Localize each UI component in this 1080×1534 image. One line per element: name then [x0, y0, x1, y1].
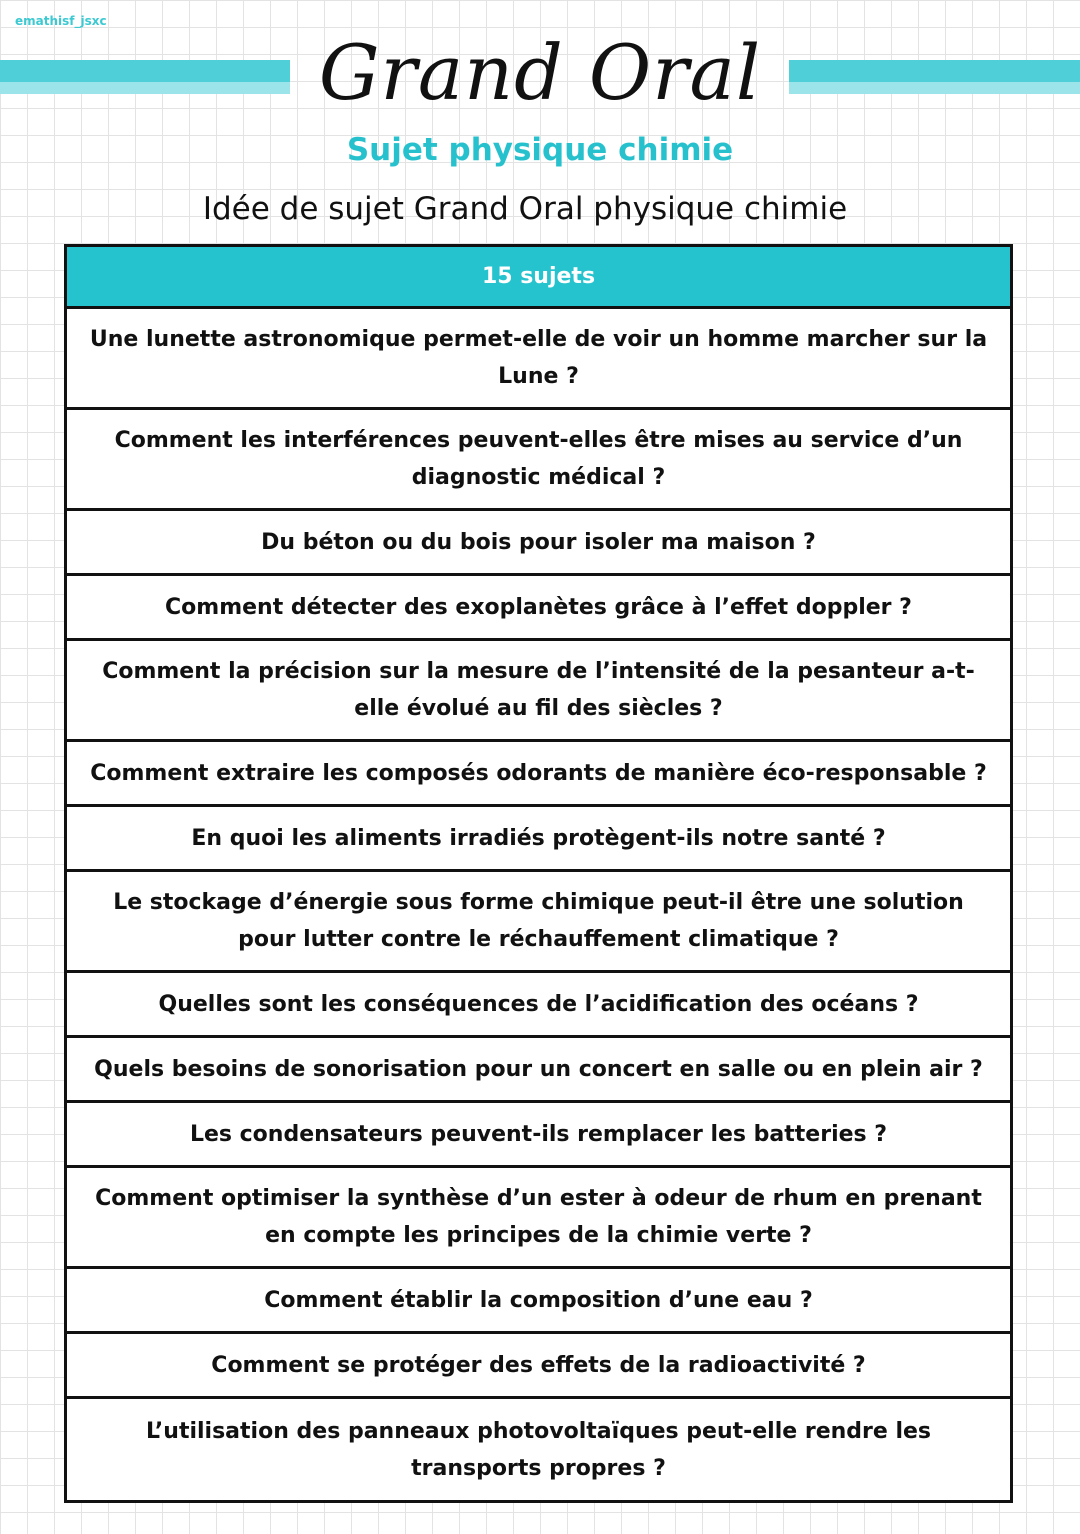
table-row: Comment les interférences peuvent-elles être mises au service d’un diagnostic médical ? — [67, 410, 1010, 511]
table-row: Comment détecter des exoplanètes grâce à l’effet doppler ? — [67, 576, 1010, 641]
table-header: 15 sujets — [67, 247, 1010, 309]
author-watermark: emathisf_jsxc — [15, 14, 107, 28]
table-row: Quels besoins de sonorisation pour un concert en salle ou en plein air ? — [67, 1038, 1010, 1103]
page-subtitle: Sujet physique chimie — [346, 132, 734, 168]
table-row: Comment extraire les composés odorants de manière éco-responsable ? — [67, 742, 1010, 807]
table-row: Comment la précision sur la mesure de l’intensité de la pesanteur a-t-elle évolué au fil des siècles ? — [67, 641, 1010, 742]
table-row: Du béton ou du bois pour isoler ma maison ? — [67, 511, 1010, 576]
table-row: En quoi les aliments irradiés protègent-ils notre santé ? — [67, 807, 1010, 872]
table-row: Quelles sont les conséquences de l’acidification des océans ? — [67, 973, 1010, 1038]
table-row: L’utilisation des panneaux photovoltaïques peut-elle rendre les transports propres ? — [67, 1399, 1010, 1500]
table-row: Une lunette astronomique permet-elle de voir un homme marcher sur la Lune ? — [67, 309, 1010, 410]
table-row: Comment optimiser la synthèse d’un ester à odeur de rhum en prenant en compte les principes de la chimie verte ? — [67, 1168, 1010, 1269]
intro-text: Idée de sujet Grand Oral physique chimie — [202, 191, 848, 227]
page-title: Grand Oral — [318, 28, 762, 117]
table-row: Comment se protéger des effets de la radioactivité ? — [67, 1334, 1010, 1399]
table-row: Le stockage d’énergie sous forme chimique peut-il être une solution pour lutter contre le réchauffement climatique ? — [67, 872, 1010, 973]
table-row: Les condensateurs peuvent-ils remplacer les batteries ? — [67, 1103, 1010, 1168]
table-row: Comment établir la composition d’une eau ? — [67, 1269, 1010, 1334]
subjects-table — [64, 244, 1013, 1503]
